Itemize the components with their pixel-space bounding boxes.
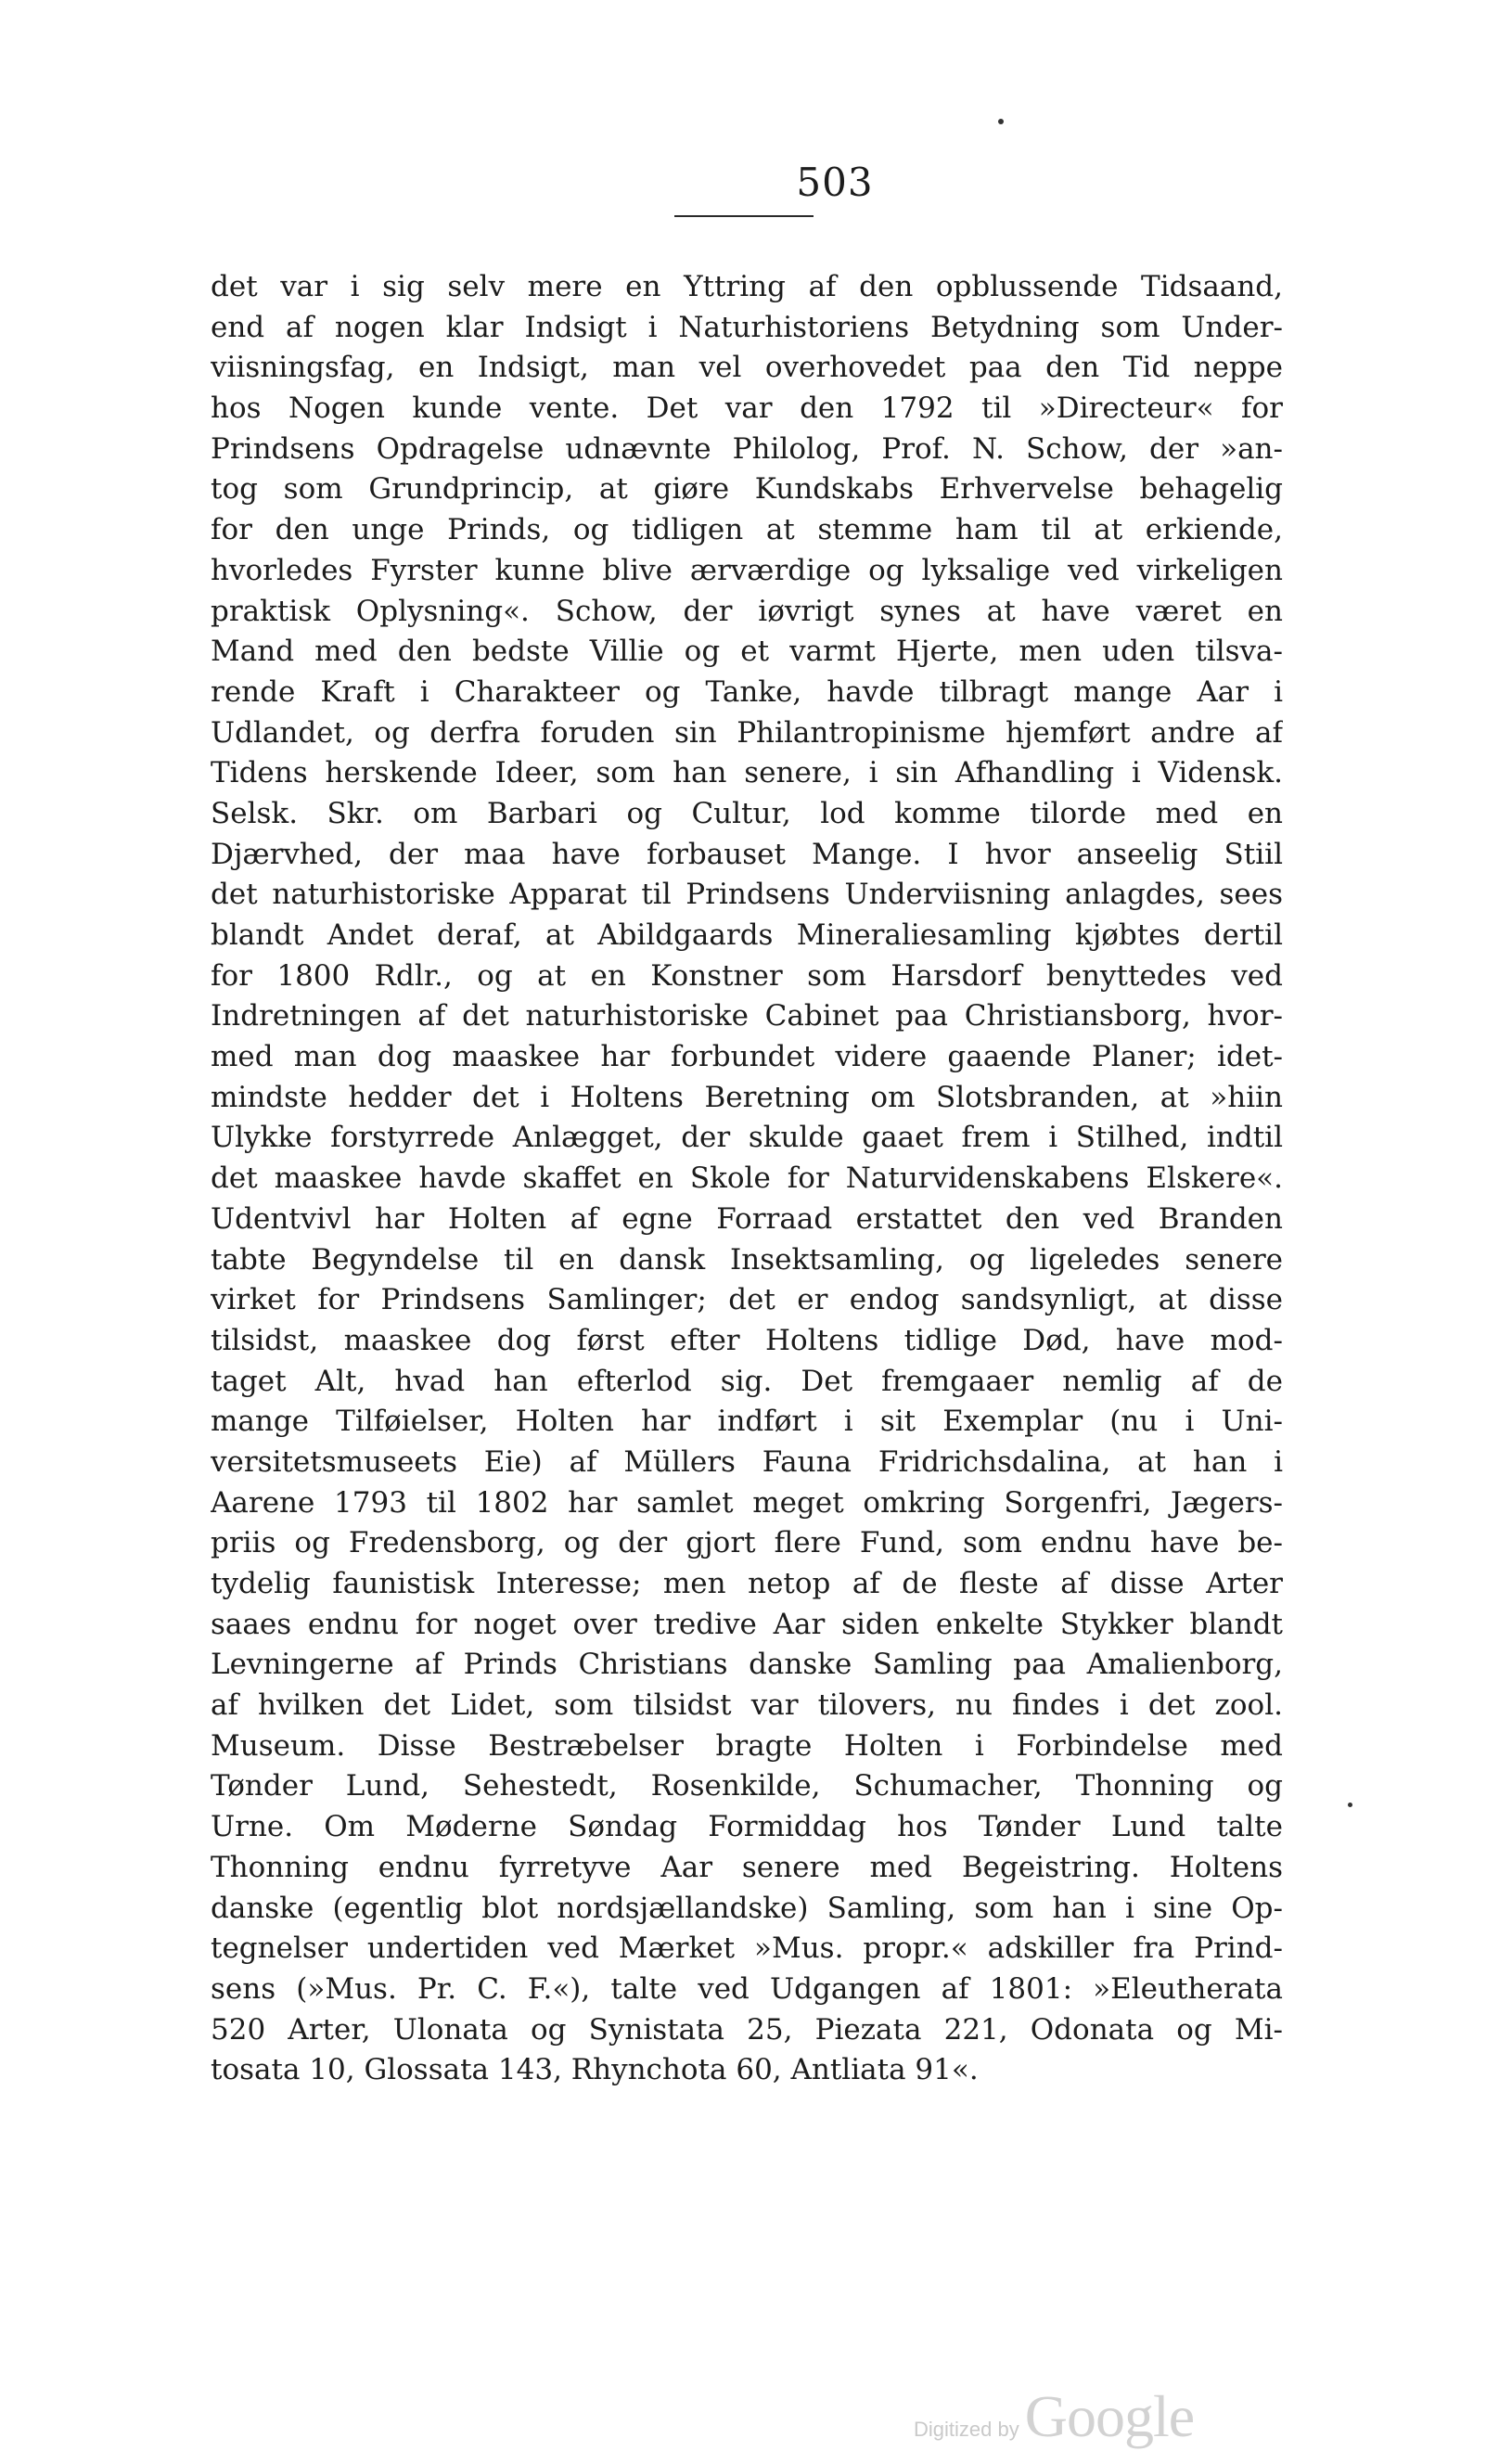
text-line: hvorledes Fyrster kunne blive ærværdige og lyksalige ved virkeligen: [211, 553, 1283, 587]
text-line: blandt Andet deraf, at Abildgaards Mineraliesamling kjøbtes dertil: [211, 918, 1283, 952]
text-line: for 1800 Rdlr., og at en Konstner som Harsdorf benyttedes ved: [211, 958, 1283, 993]
text-line: virket for Prindsens Samlinger; det er endog sandsynligt, at disse: [211, 1283, 1283, 1317]
text-line: Djærvhed, der maa have forbauset Mange. I hvor anseelig Stiil: [211, 837, 1283, 871]
text-line: praktisk Oplysning«. Schow, der iøvrigt synes at have været en: [211, 594, 1283, 628]
text-line: tydelig faunistisk Interesse; men netop af de fleste af disse Arter: [211, 1567, 1283, 1600]
text-line: versitetsmuseets Eie) af Müllers Fauna Fridrichsdalina, at han i: [211, 1444, 1283, 1479]
page-number-rule: [674, 215, 814, 217]
scan-speck: [998, 119, 1004, 124]
text-line: Thonning endnu fyrretyve Aar senere med Begeistring. Holtens: [211, 1850, 1283, 1884]
text-line: tilsidst, maaskee dog først efter Holtens tidlige Død, have mod-: [211, 1323, 1283, 1357]
text-line: tosata 10, Glossata 143, Rhynchota 60, Antliata 91«.: [211, 2053, 979, 2087]
text-line: priis og Fredensborg, og der gjort flere Fund, som endnu have be-: [211, 1526, 1283, 1560]
text-line: viisningsfag, en Indsigt, man vel overhovedet paa den Tid neppe: [211, 351, 1283, 385]
text-line: Urne. Om Møderne Søndag Formiddag hos Tønder Lund talte: [211, 1810, 1283, 1844]
text-line: det maaskee havde skaffet en Skole for Naturvidenskabens Elskere«.: [211, 1161, 1283, 1196]
text-line: tog som Grundprincip, at giøre Kundskabs Erhvervelse behagelig: [211, 472, 1283, 507]
text-line: Ulykke forstyrrede Anlægget, der skulde gaaet frem i Stilhed, indtil: [211, 1121, 1283, 1155]
text-line: Selsk. Skr. om Barbari og Cultur, lod komme tilorde med en: [211, 796, 1283, 830]
text-line: Tidens herskende Ideer, som han senere, i sin Afhandling i Vidensk.: [211, 756, 1283, 790]
text-line: end af nogen klar Indsigt i Naturhistoriens Betydning som Under-: [211, 310, 1283, 344]
body-text: [211, 267, 1283, 2091]
text-line: med man dog maaskee har forbundet videre gaaende Planer; idet-: [211, 1040, 1283, 1074]
digitized-by-label: Digitized by: [914, 2418, 1019, 2441]
text-line: af hvilken det Lidet, som tilsidst var tilovers, nu findes i det zool.: [211, 1688, 1283, 1723]
text-line: Aarene 1793 til 1802 har samlet meget omkring Sorgenfri, Jægers-: [211, 1485, 1283, 1520]
text-line: Mand med den bedste Villie og et varmt Hjerte, men uden tilsva-: [211, 635, 1283, 669]
text-line: mindste hedder det i Holtens Beretning om Slotsbranden, at »hiin: [211, 1080, 1283, 1114]
text-line: saaes endnu for noget over tredive Aar siden enkelte Stykker blandt: [211, 1607, 1283, 1641]
text-line: taget Alt, hvad han efterlod sig. Det fremgaaer nemlig af de: [211, 1364, 1283, 1398]
text-line: rende Kraft i Charakteer og Tanke, havde tilbragt mange Aar i: [211, 674, 1283, 709]
text-line: Tønder Lund, Sehestedt, Rosenkilde, Schumacher, Thonning og: [211, 1769, 1283, 1803]
digitized-by-google-watermark: [914, 2382, 1194, 2451]
text-line: 520 Arter, Ulonata og Synistata 25, Piezata 221, Odonata og Mi-: [211, 2012, 1283, 2047]
google-logo: Google: [1024, 2383, 1195, 2449]
text-line: sens (»Mus. Pr. C. F.«), talte ved Udgangen af 1801: »Eleutherata: [211, 1971, 1283, 2006]
text-line: for den unge Prinds, og tidligen at stemme ham til at erkiende,: [211, 513, 1283, 547]
text-line: tabte Begyndelse til en dansk Insektsamling, og ligeledes senere: [211, 1242, 1283, 1277]
text-line: mange Tilføielser, Holten har indført i sit Exemplar (nu i Uni-: [211, 1405, 1283, 1439]
text-line: hos Nogen kunde vente. Det var den 1792 til »Directeur« for: [211, 391, 1283, 426]
page-number: 503: [796, 160, 874, 205]
scan-speck: [1348, 1803, 1352, 1807]
text-line: Levningerne af Prinds Christians danske Samling paa Amalienborg,: [211, 1648, 1283, 1682]
text-line: det var i sig selv mere en Yttring af den opblussende Tidsaand,: [211, 270, 1283, 303]
text-line: tegnelser undertiden ved Mærket »Mus. propr.« adskiller fra Prind-: [211, 1931, 1283, 1966]
text-line: Prindsens Opdragelse udnævnte Philolog, Prof. N. Schow, der »an-: [211, 431, 1283, 466]
text-line: danske (egentlig blot nordsjællandske) Samling, som han i sine Op-: [211, 1891, 1283, 1925]
text-line: Udentvivl har Holten af egne Forraad erstattet den ved Branden: [211, 1201, 1283, 1236]
text-line: Indretningen af det naturhistoriske Cabinet paa Christiansborg, hvor-: [211, 999, 1283, 1033]
text-line: Udlandet, og derfra foruden sin Philantropinisme hjemført andre af: [211, 715, 1283, 750]
text-line: det naturhistoriske Apparat til Prindsens Underviisning anlagdes, sees: [211, 878, 1283, 912]
text-line: Museum. Disse Bestræbelser bragte Holten i Forbindelse med: [211, 1728, 1283, 1763]
